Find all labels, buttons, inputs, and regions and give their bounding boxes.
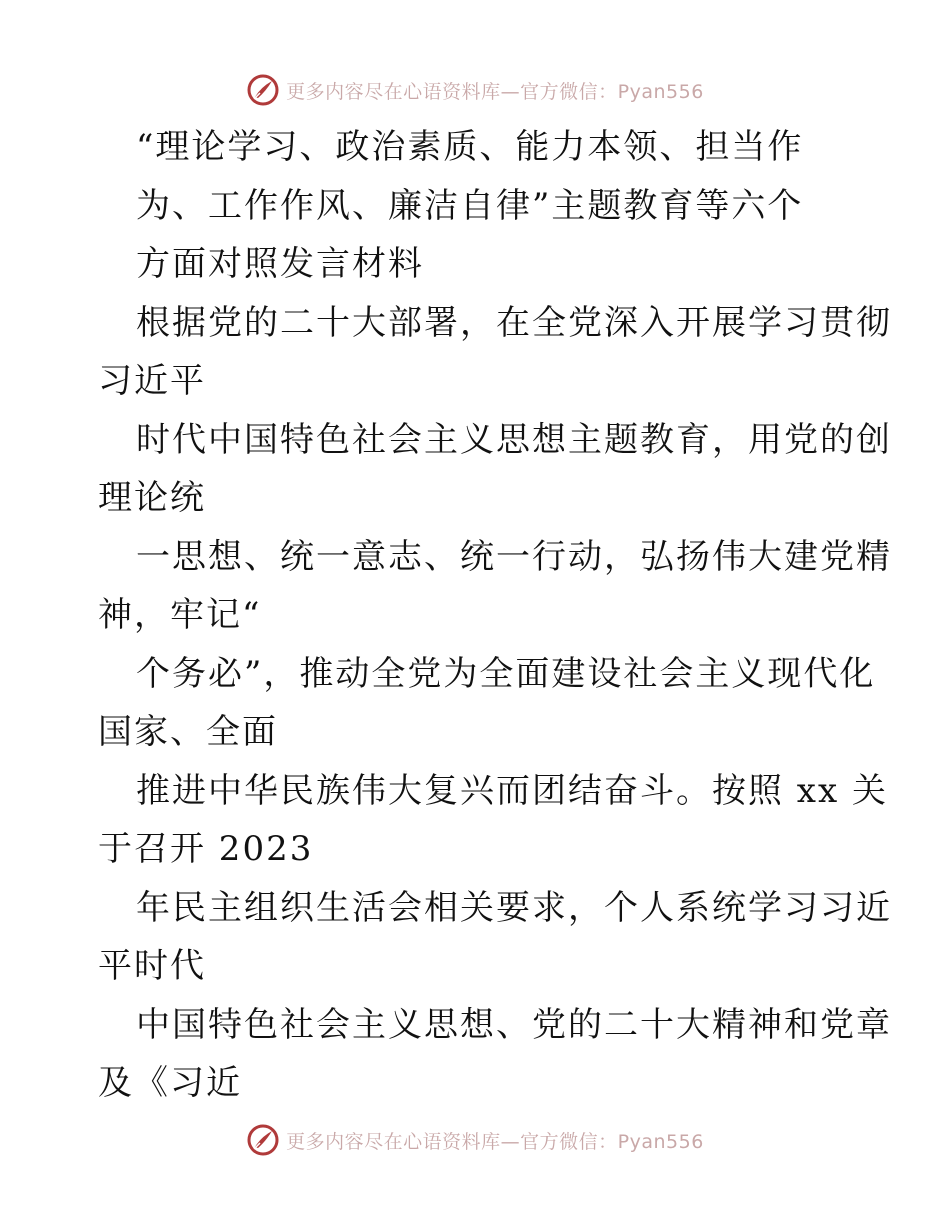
footer-watermark [0,1118,950,1162]
text-line: 神，牢记“ [98,595,262,635]
text-line: 一思想、统一意志、统一行动，弘扬伟大建党精 [136,536,892,577]
text-line: 于召开 2023 [98,829,314,869]
text-line: 习近平 [98,361,206,401]
feather-pen-seal-icon [246,73,280,107]
header-watermark [0,68,950,112]
text-line: 平时代 [98,946,206,986]
feather-pen-seal-icon [246,1123,280,1157]
text-line: 中国特色社会主义思想、党的二十大精神和党章 [136,1004,892,1045]
text-line: 国家、全面 [98,712,278,752]
text-line: 推进中华民族伟大复兴而团结奋斗。按照 xx 关 [136,770,888,811]
text-line: 年民主组织生活会相关要求，个人系统学习习近 [136,887,892,928]
document-body [98,118,892,1113]
text-line: 时代中国特色社会主义思想主题教育，用党的创 [136,419,892,460]
text-line: 及《习近 [98,1063,242,1103]
watermark-text: 更多内容尽在心语资料库—官方微信：Pyan556 [286,80,704,103]
text-line: 为、工作作风、廉洁自律”主题教育等六个 [136,185,804,226]
watermark-text: 更多内容尽在心语资料库—官方微信：Pyan556 [286,1130,704,1153]
text-line: 个务必”，推动全党为全面建设社会主义现代化 [136,653,876,694]
text-line: 理论统 [98,478,206,518]
text-line: “理论学习、政治素质、能力本领、担当作 [136,127,804,167]
text-line: 方面对照发言材料 [136,244,424,284]
text-line: 根据党的二十大部署，在全党深入开展学习贯彻 [136,302,892,343]
